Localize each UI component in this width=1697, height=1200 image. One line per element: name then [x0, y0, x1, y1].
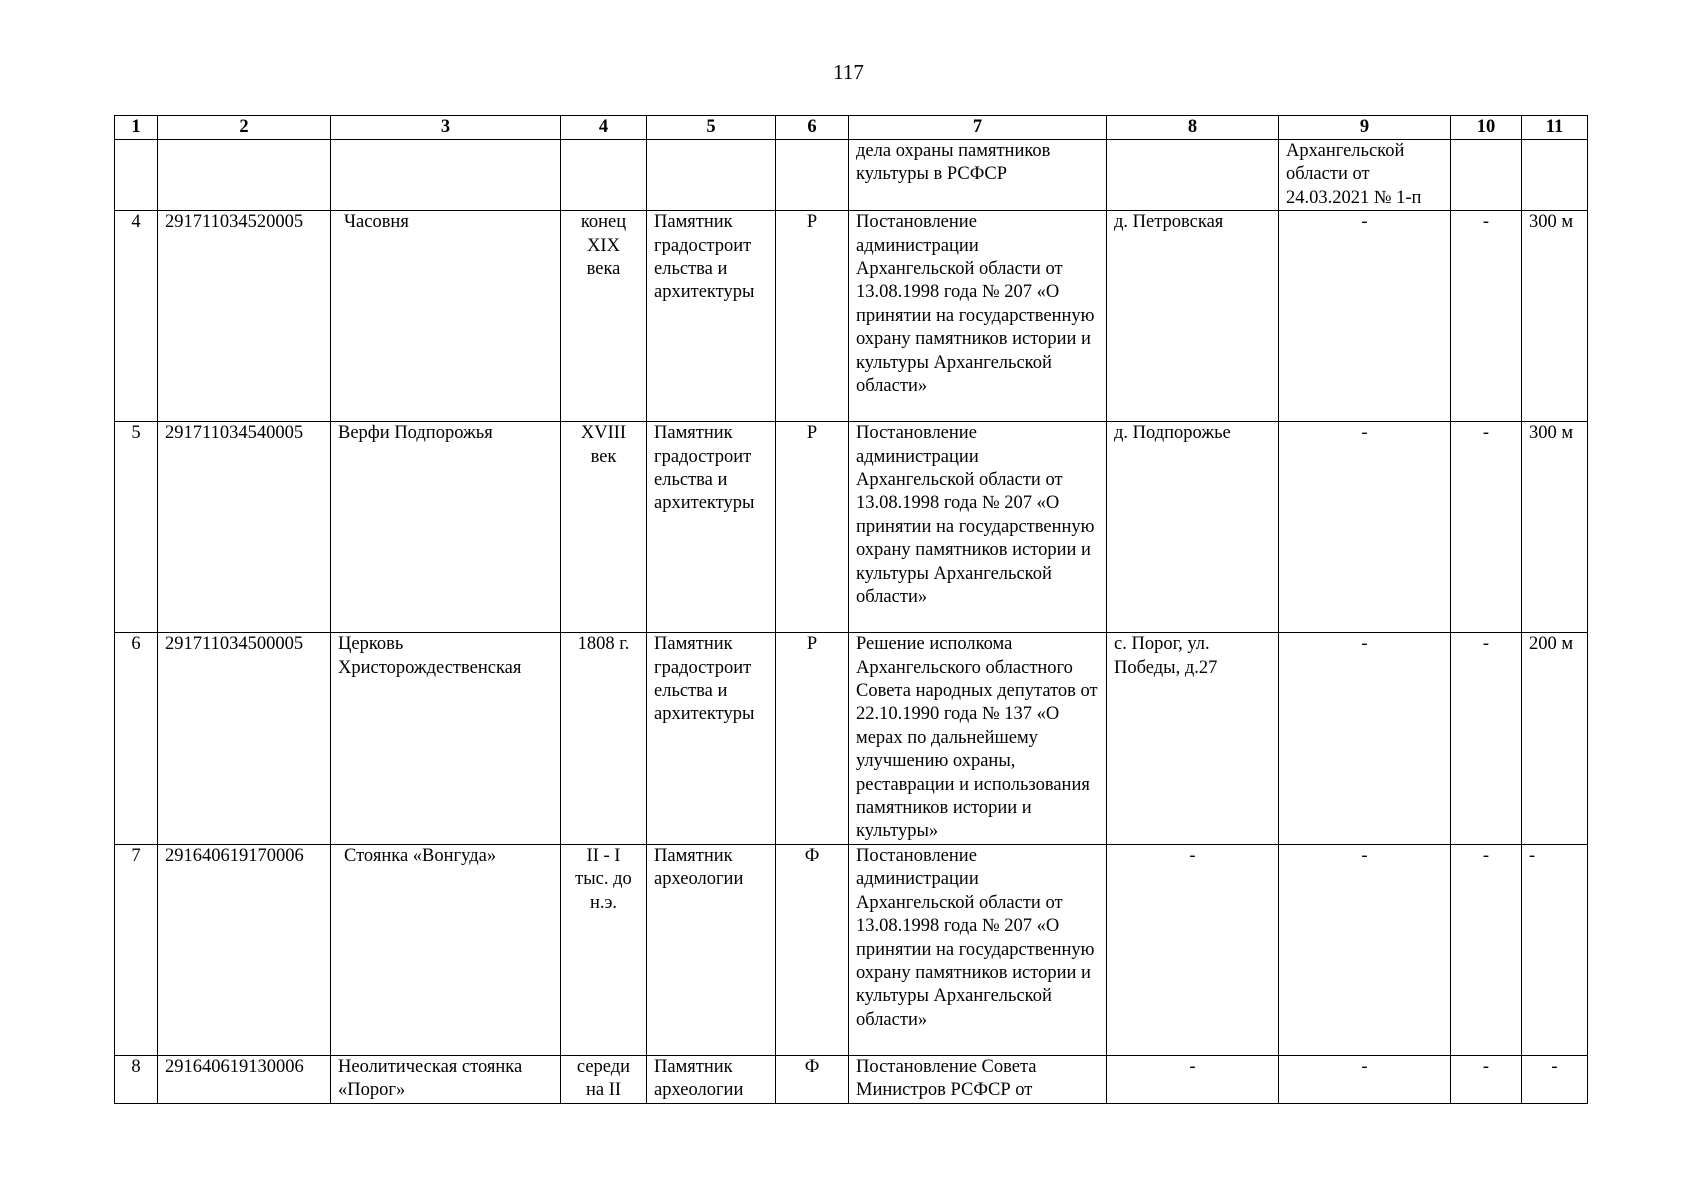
cell-address	[1107, 140, 1279, 211]
cell-document: Постановление администрации Архангельской области от 13.08.1998 года № 207 «О принятии на государственную охрану памятников истории и культуры Архангельской области»	[849, 422, 1107, 633]
cell-type: Памятник градостроит ельства и архитектуры	[647, 422, 776, 633]
cell-period: конец XIX века	[561, 211, 647, 422]
cell-name: Церковь Христорождественская	[331, 633, 561, 845]
table-row-continuation	[115, 140, 1588, 211]
cell-col10	[1451, 140, 1522, 211]
cell-document: дела охраны памятников культуры в РСФСР	[849, 140, 1107, 211]
cell-zone: 300 м	[1522, 422, 1588, 633]
cell-num: 8	[115, 1055, 158, 1103]
cell-col9: -	[1279, 844, 1451, 1055]
table-row	[115, 422, 1588, 633]
cell-zone: 200 м	[1522, 633, 1588, 845]
cell-num	[115, 140, 158, 211]
heritage-registry-table	[114, 115, 1588, 1104]
cell-col9: -	[1279, 633, 1451, 845]
cell-name: Верфи Подпорожья	[331, 422, 561, 633]
cell-code: 291640619130006	[158, 1055, 331, 1103]
cell-address: д. Подпорожье	[1107, 422, 1279, 633]
table-row	[115, 1055, 1588, 1103]
cell-name	[331, 140, 561, 211]
cell-name: Неолитическая стоянка «Порог»	[331, 1055, 561, 1103]
cell-category: Р	[776, 422, 849, 633]
table-row	[115, 211, 1588, 422]
column-header: 10	[1451, 116, 1522, 140]
column-number-row	[115, 116, 1588, 140]
cell-code: 291711034540005	[158, 422, 331, 633]
page-number: 117	[833, 60, 864, 84]
cell-category: Р	[776, 211, 849, 422]
cell-period: XVIII век	[561, 422, 647, 633]
column-header: 11	[1522, 116, 1588, 140]
column-header: 8	[1107, 116, 1279, 140]
cell-zone: 300 м	[1522, 211, 1588, 422]
table-row	[115, 844, 1588, 1055]
cell-code: 291711034520005	[158, 211, 331, 422]
cell-period	[561, 140, 647, 211]
column-header: 7	[849, 116, 1107, 140]
column-header: 1	[115, 116, 158, 140]
column-header: 2	[158, 116, 331, 140]
cell-col9: -	[1279, 1055, 1451, 1103]
cell-name: Стоянка «Вонгуда»	[331, 844, 561, 1055]
cell-col9: Архангельской области от 24.03.2021 № 1-п	[1279, 140, 1451, 211]
cell-col9: -	[1279, 211, 1451, 422]
cell-type: Памятник градостроит ельства и архитектуры	[647, 211, 776, 422]
cell-col10: -	[1451, 1055, 1522, 1103]
cell-document: Постановление администрации Архангельской области от 13.08.1998 года № 207 «О принятии на государственную охрану памятников истории и культуры Архангельской области»	[849, 844, 1107, 1055]
column-header: 5	[647, 116, 776, 140]
cell-col10: -	[1451, 211, 1522, 422]
cell-category: Р	[776, 633, 849, 845]
cell-category	[776, 140, 849, 211]
cell-address: с. Порог, ул. Победы, д.27	[1107, 633, 1279, 845]
cell-col10: -	[1451, 422, 1522, 633]
cell-code	[158, 140, 331, 211]
cell-address: -	[1107, 844, 1279, 1055]
cell-num: 4	[115, 211, 158, 422]
cell-period: середи на II	[561, 1055, 647, 1103]
cell-document: Решение исполкома Архангельского областного Совета народных депутатов от 22.10.1990 года № 137 «О мерах по дальнейшему улучшению охраны, реставрации и использования памятников истории и культуры»	[849, 633, 1107, 845]
cell-col10: -	[1451, 633, 1522, 845]
cell-col9: -	[1279, 422, 1451, 633]
cell-type: Памятник археологии	[647, 844, 776, 1055]
cell-col10: -	[1451, 844, 1522, 1055]
column-header: 3	[331, 116, 561, 140]
cell-document: Постановление Совета Министров РСФСР от	[849, 1055, 1107, 1103]
cell-address: -	[1107, 1055, 1279, 1103]
cell-type	[647, 140, 776, 211]
cell-zone	[1522, 140, 1588, 211]
cell-zone: -	[1522, 1055, 1588, 1103]
table-row	[115, 633, 1588, 845]
column-header: 4	[561, 116, 647, 140]
cell-category: Ф	[776, 844, 849, 1055]
cell-document: Постановление администрации Архангельской области от 13.08.1998 года № 207 «О принятии на государственную охрану памятников истории и культуры Архангельской области»	[849, 211, 1107, 422]
cell-address: д. Петровская	[1107, 211, 1279, 422]
cell-zone: -	[1522, 844, 1588, 1055]
cell-num: 5	[115, 422, 158, 633]
cell-category: Ф	[776, 1055, 849, 1103]
cell-type: Памятник градостроит ельства и архитектуры	[647, 633, 776, 845]
column-header: 9	[1279, 116, 1451, 140]
cell-name: Часовня	[331, 211, 561, 422]
cell-period: II - I тыс. до н.э.	[561, 844, 647, 1055]
cell-code: 291640619170006	[158, 844, 331, 1055]
cell-num: 7	[115, 844, 158, 1055]
column-header: 6	[776, 116, 849, 140]
cell-code: 291711034500005	[158, 633, 331, 845]
cell-type: Памятник археологии	[647, 1055, 776, 1103]
cell-num: 6	[115, 633, 158, 845]
cell-period: 1808 г.	[561, 633, 647, 845]
